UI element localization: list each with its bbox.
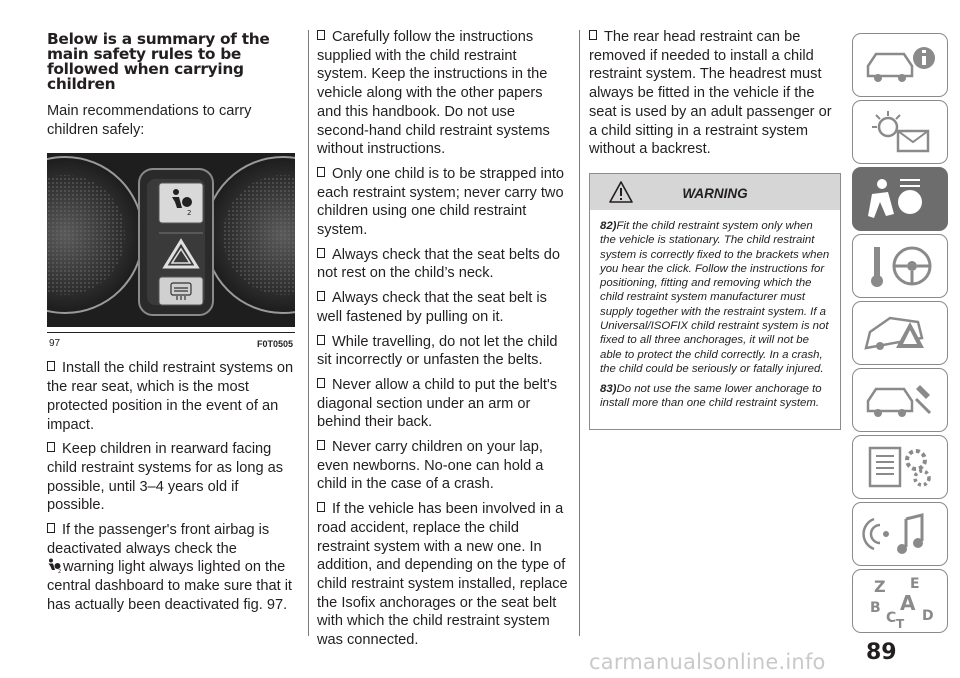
bullet-item: The rear head restraint can be removed if needed to install a child restraint system. The headrest must always be fitted in the vehicle if the seat is used by an adult passenger or a child sitting in a restraint system without a backrest. — [589, 29, 832, 158]
figure-code: F0T0505 — [256, 339, 293, 350]
figure-caption-bar — [47, 332, 295, 350]
lights-message-icon — [860, 107, 940, 157]
checkbox-bullet-icon — [317, 502, 325, 512]
index-letter: C — [886, 610, 897, 626]
intro-text: Main recommendations to carry children safely: — [47, 103, 252, 138]
warning-header — [590, 174, 840, 210]
note-number: 82) — [600, 219, 617, 232]
tab-dashboard-lights[interactable] — [852, 100, 948, 164]
checkbox-bullet-icon — [317, 30, 325, 40]
bullet-item: Always check that the seat belt is well fastened by pulling on it. — [317, 290, 547, 325]
checkbox-bullet-icon — [317, 335, 325, 345]
bullet-item-airbag: If the passenger's front airbag is deactivated always check the 2 warning light always lighted on the central dashboard to make sure that it has actually been deactivated fig. 97. — [47, 522, 292, 613]
checkbox-bullet-icon — [47, 523, 55, 533]
key-steering-icon — [860, 241, 940, 291]
svg-text:2: 2 — [58, 569, 62, 574]
index-letters-icon — [860, 574, 940, 628]
index-letter: T — [896, 617, 905, 628]
bullet-item: Never allow a child to put the belt's diagonal section under an arm or behind their back. — [317, 376, 558, 431]
bullet-item: While travelling, do not let the child sit incorrectly or unfasten the belts. — [317, 333, 558, 369]
checkbox-bullet-icon — [47, 442, 55, 452]
car-service-icon — [860, 375, 940, 425]
dashboard-illustration — [47, 153, 295, 327]
index-letter: D — [922, 608, 934, 624]
warning-note — [600, 382, 830, 411]
column-middle — [317, 28, 569, 656]
warning-body — [590, 210, 840, 429]
index-letter: E — [910, 576, 920, 592]
section-heading: Below is a summary of the main safety rules to be followed when carrying children — [47, 30, 270, 93]
checkbox-bullet-icon — [317, 291, 325, 301]
airbag-seat-icon — [860, 174, 940, 224]
tab-servicing-care[interactable] — [852, 368, 948, 432]
svg-text:2: 2 — [187, 209, 192, 218]
tab-multimedia[interactable] — [852, 502, 948, 566]
chapter-sidebar — [852, 33, 950, 636]
warning-box — [589, 173, 841, 430]
column-right — [589, 28, 841, 430]
tab-technical-specifications[interactable] — [852, 435, 948, 499]
tab-in-an-emergency[interactable] — [852, 301, 948, 365]
multimedia-icon — [860, 509, 940, 559]
page-number: 89 — [866, 640, 897, 665]
tab-starting-driving[interactable] — [852, 234, 948, 298]
bullet-item: Carefully follow the instructions supplied with the child restraint system. Keep the instructions in the vehicle along with the other papers and this handbook. Do not use second-hand child restraint systems without instructions. — [317, 29, 550, 158]
index-letter: Z — [874, 577, 886, 596]
column-left — [47, 28, 295, 621]
bullet-item: Only one child is to be strapped into each restraint system; never carry two children using one child restraint system. — [317, 165, 565, 239]
bullet-item: Never carry children on your lap, even newborns. No-one can hold a child in the case of a crash. — [317, 439, 544, 493]
bullet-item: If the vehicle has been involved in a road accident, replace the child restraint system with a new one. In addition, and depending on the type of child restraint system installed, replace the Isofix anchorages or the seat belt with which the child restraint system was connected. — [317, 501, 568, 649]
warning-note — [600, 219, 830, 376]
figure-number: 97 — [49, 338, 61, 350]
tab-getting-to-know-car[interactable] — [852, 33, 948, 97]
breakdown-icon — [860, 308, 940, 358]
airbag-off-icon — [47, 558, 63, 573]
index-letter: A — [900, 591, 916, 615]
note-text: Fit the child restraint system only when the vehicle is stationary. The child restraint system is correctly fixed to the brackets when you hear the click. Follow the instructions for positioning, fitting and removing which the child restraint system manufacturer must supply together with the restraint system. If a Universal/ISOFIX child restraint system is not fixed to all three anchorages, it will not be able to protect the child correctly. In a crash, the child could be seriously or fatally injured. — [600, 219, 830, 375]
tab-index[interactable] — [852, 569, 948, 633]
bullet-item: Install the child restraint systems on the rear seat, which is the most protected position in the event of an impact. — [47, 360, 294, 433]
note-number: 83) — [600, 383, 617, 396]
checkbox-bullet-icon — [317, 248, 325, 258]
column-divider — [308, 30, 309, 636]
figure-dashboard-photo — [47, 153, 295, 327]
tab-safety[interactable] — [852, 167, 948, 231]
watermark-text: carmanualsonline.info — [589, 650, 826, 674]
bullet-item: Always check that the seat belts do not rest on the child’s neck. — [317, 246, 560, 282]
note-text: Do not use the same lower anchorage to install more than one child restraint system. — [600, 383, 822, 410]
column-divider — [579, 30, 580, 636]
specs-gear-icon — [860, 442, 940, 492]
index-letter: B — [870, 600, 881, 616]
checkbox-bullet-icon — [317, 440, 325, 450]
bullet-item: Keep children in rearward facing child restraint systems for as long as possible, until 3–4 years old if possible. — [47, 441, 284, 514]
checkbox-bullet-icon — [317, 378, 325, 388]
checkbox-bullet-icon — [317, 167, 325, 177]
checkbox-bullet-icon — [589, 30, 597, 40]
car-info-icon — [860, 40, 940, 90]
warning-title: WARNING — [682, 185, 748, 201]
checkbox-bullet-icon — [47, 361, 55, 371]
